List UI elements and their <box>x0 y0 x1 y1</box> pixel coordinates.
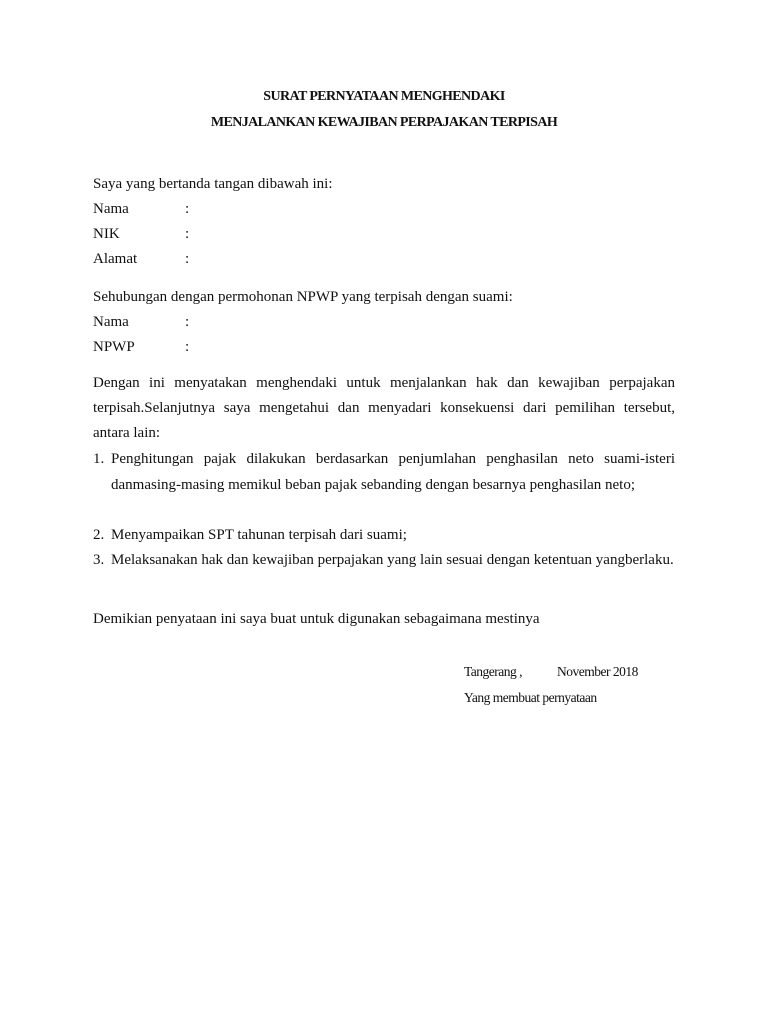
list-text: Melaksanakan hak dan kewajiban perpajakan yang lain sesuai dengan ketentuan yangberlaku. <box>111 552 674 568</box>
document-title-line1: SURAT PERNYATAAN MENGHENDAKI <box>263 89 505 104</box>
list-text: Penghitungan pajak dilakukan berdasarkan penjumlahan penghasilan neto suami-isteri danmasing-masing memikul beban pajak sebanding dengan besarnya penghasilan neto; <box>111 451 675 493</box>
field-colon: : <box>185 339 190 355</box>
relation-text: Sehubungan dengan permohonan NPWP yang terpisah dengan suami: <box>93 289 513 305</box>
field-label-nama-spouse: Nama <box>93 314 129 330</box>
list-text: Menyampaikan SPT tahunan terpisah dari suami; <box>111 527 407 543</box>
document-title-line2: MENJALANKAN KEWAJIBAN PERPAJAKAN TERPISAH <box>210 115 558 130</box>
list-number: 1. <box>93 451 105 467</box>
list-item <box>93 523 675 549</box>
list-item <box>93 548 675 574</box>
field-colon: : <box>185 226 190 242</box>
field-colon: : <box>185 314 190 330</box>
field-label-nama: Nama <box>93 201 129 217</box>
list-number: 3. <box>93 552 105 568</box>
field-label-alamat: Alamat <box>93 251 138 267</box>
signature-date: November 2018 <box>557 664 638 679</box>
intro-text: Saya yang bertanda tangan dibawah ini: <box>93 176 333 192</box>
list-item <box>93 447 675 498</box>
list-number: 2. <box>93 527 105 543</box>
field-colon: : <box>185 201 190 217</box>
field-label-npwp: NPWP <box>93 339 135 355</box>
statement-paragraph: Dengan ini menyatakan menghendaki untuk menjalankan hak dan kewajiban perpajakan terpisah.Selanjutnya saya mengetahui dan menyadari konsekuensi dari pemilihan tersebut, antara lain: <box>93 375 675 441</box>
signature-signer: Yang membuat pernyataan <box>464 690 597 705</box>
signature-place: Tangerang , <box>464 664 523 679</box>
closing-text: Demikian penyataan ini saya buat untuk digunakan sebagaimana mestinya <box>93 611 540 627</box>
field-colon: : <box>185 251 190 267</box>
field-label-nik: NIK <box>93 226 120 242</box>
